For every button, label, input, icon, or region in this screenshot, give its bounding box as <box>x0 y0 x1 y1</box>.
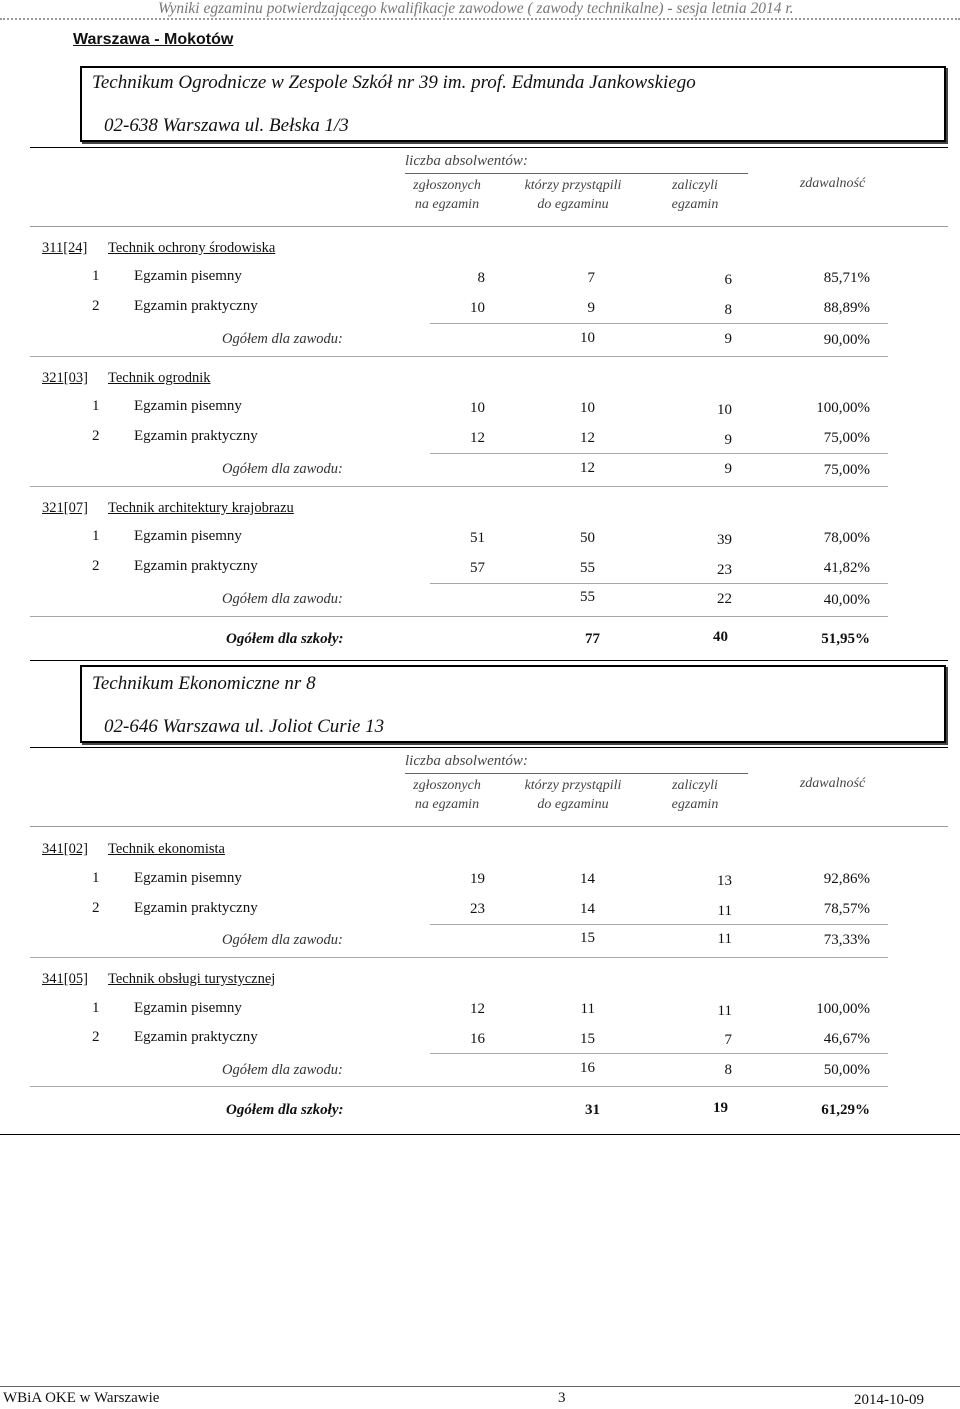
row-rule <box>430 583 888 584</box>
exam-no: 1 <box>92 870 100 886</box>
registered-value: 12 <box>470 1001 485 1017</box>
total-attended: 16 <box>580 1060 595 1076</box>
registered-value: 10 <box>470 300 485 316</box>
registered-value: 23 <box>470 901 485 917</box>
exam-name: Egzamin praktyczny <box>134 428 258 444</box>
footer-rule <box>0 1386 960 1387</box>
exam-name: Egzamin praktyczny <box>134 900 258 916</box>
occupation-name: Technik ogrodnik <box>108 370 211 386</box>
exam-no: 1 <box>92 1000 100 1016</box>
school-total-label: Ogółem dla szkoły: <box>226 631 344 647</box>
exam-no: 1 <box>92 268 100 284</box>
col-registered: zgłoszonych na egzamin <box>413 178 481 212</box>
row-rule <box>430 924 888 925</box>
occupation-total-label: Ogółem dla zawodu: <box>222 1062 343 1078</box>
school-address: 02-638 Warszawa ul. Bełska 1/3 <box>104 115 349 136</box>
occupation-code: 311[24] <box>42 240 88 256</box>
exam-no: 2 <box>92 428 100 444</box>
row-rule <box>430 323 888 324</box>
school-total-pass-rate: 61,29% <box>821 1102 870 1118</box>
occupation-code: 341[02] <box>42 841 88 857</box>
col-attended: którzy przystąpili do egzaminu <box>524 178 622 212</box>
registered-value: 16 <box>470 1031 485 1047</box>
row-rule <box>430 1053 888 1054</box>
school-address: 02-646 Warszawa ul. Joliot Curie 13 <box>104 716 385 737</box>
col-attended: którzy przystąpili do egzaminu <box>524 778 622 812</box>
pass-rate-value: 78,00% <box>823 530 870 546</box>
occupation-name: Technik architektury krajobrazu <box>108 500 294 516</box>
col-registered: zgłoszonych na egzamin <box>413 778 481 812</box>
total-passed: 22 <box>717 591 732 607</box>
pass-rate-value: 92,86% <box>823 871 870 887</box>
attended-value: 50 <box>580 530 595 546</box>
passed-value: 8 <box>724 302 732 318</box>
total-attended: 10 <box>580 330 595 346</box>
total-attended: 55 <box>580 589 595 605</box>
col-pass-rate: zdawalność <box>799 776 866 791</box>
exam-no: 1 <box>92 398 100 414</box>
passed-value: 11 <box>717 1003 732 1019</box>
exam-name: Egzamin pisemny <box>134 1000 242 1016</box>
school-name: Technikum Ekonomiczne nr 8 <box>92 673 316 694</box>
pass-rate-value: 75,00% <box>823 430 870 446</box>
passed-value: 6 <box>724 272 732 288</box>
row-rule <box>430 453 888 454</box>
total-passed: 9 <box>724 461 732 477</box>
graduates-group-label: liczba absolwentów: <box>405 753 528 769</box>
passed-value: 23 <box>717 562 732 578</box>
registered-value: 12 <box>470 430 485 446</box>
attended-value: 15 <box>580 1031 595 1047</box>
occupation-rule <box>30 486 888 487</box>
occupation-total-label: Ogółem dla zawodu: <box>222 932 343 948</box>
exam-name: Egzamin pisemny <box>134 870 242 886</box>
school-total-attended: 77 <box>585 631 600 647</box>
header-underline <box>405 773 748 774</box>
exam-name: Egzamin pisemny <box>134 528 242 544</box>
district-name: Warszawa - Mokotów <box>73 31 234 48</box>
attended-value: 55 <box>580 560 595 576</box>
occupation-rule <box>30 1086 888 1087</box>
pass-rate-value: 100,00% <box>816 1001 870 1017</box>
attended-value: 7 <box>587 270 595 286</box>
page-number: 3 <box>558 1390 566 1406</box>
school-total-attended: 31 <box>585 1102 600 1118</box>
registered-value: 51 <box>470 530 485 546</box>
col-passed: zaliczyli egzamin <box>671 178 719 212</box>
attended-value: 9 <box>587 300 595 316</box>
total-pass-rate: 90,00% <box>823 332 870 348</box>
school-total-label: Ogółem dla szkoły: <box>226 1102 344 1118</box>
occupation-code: 321[07] <box>42 500 88 516</box>
registered-value: 19 <box>470 871 485 887</box>
occupation-code: 341[05] <box>42 971 88 987</box>
passed-value: 7 <box>724 1032 732 1048</box>
school-total-passed: 19 <box>713 1100 728 1116</box>
pass-rate-value: 41,82% <box>823 560 870 576</box>
school-end-rule <box>0 1134 960 1135</box>
occupation-rule <box>30 957 888 958</box>
school-total-passed: 40 <box>713 629 728 645</box>
passed-value: 10 <box>717 402 732 418</box>
pass-rate-value: 78,57% <box>823 901 870 917</box>
attended-value: 10 <box>580 400 595 416</box>
school-end-rule <box>30 660 948 661</box>
passed-value: 39 <box>717 532 732 548</box>
pass-rate-value: 85,71% <box>823 270 870 286</box>
header-rule <box>0 18 960 20</box>
footer-org: WBiA OKE w Warszawie <box>3 1390 160 1406</box>
total-pass-rate: 73,33% <box>823 932 870 948</box>
graduates-group-label: liczba absolwentów: <box>405 153 528 169</box>
school-name: Technikum Ogrodnicze w Zespole Szkół nr 39 im. prof. Edmunda Jankowskiego <box>92 72 696 93</box>
occupation-name: Technik obsługi turystycznej <box>108 971 276 987</box>
occupation-total-label: Ogółem dla zawodu: <box>222 461 343 477</box>
total-pass-rate: 40,00% <box>823 592 870 608</box>
occupation-name: Technik ochrony środowiska <box>108 240 276 256</box>
exam-no: 2 <box>92 558 100 574</box>
total-passed: 11 <box>717 931 732 947</box>
occupation-rule <box>30 356 888 357</box>
section-rule <box>30 747 948 748</box>
header-bottom-rule <box>30 226 948 227</box>
exam-no: 1 <box>92 528 100 544</box>
exam-no: 2 <box>92 298 100 314</box>
attended-value: 14 <box>580 871 595 887</box>
registered-value: 10 <box>470 400 485 416</box>
col-passed: zaliczyli egzamin <box>671 778 719 812</box>
attended-value: 12 <box>580 430 595 446</box>
registered-value: 57 <box>470 560 485 576</box>
passed-value: 11 <box>717 903 732 919</box>
school-total-pass-rate: 51,95% <box>821 631 870 647</box>
footer-date: 2014-10-09 <box>854 1392 924 1408</box>
occupation-code: 321[03] <box>42 370 88 386</box>
header-underline <box>405 173 748 174</box>
exam-name: Egzamin pisemny <box>134 268 242 284</box>
passed-value: 13 <box>717 873 732 889</box>
occupation-total-label: Ogółem dla zawodu: <box>222 591 343 607</box>
occupation-rule <box>30 616 888 617</box>
exam-name: Egzamin praktyczny <box>134 558 258 574</box>
total-pass-rate: 75,00% <box>823 462 870 478</box>
exam-no: 2 <box>92 900 100 916</box>
passed-value: 9 <box>724 432 732 448</box>
exam-no: 2 <box>92 1029 100 1045</box>
report-title: Wyniki egzaminu potwierdzającego kwalifikacje zawodowe ( zawody technikalne) - sesja letnia 2014 r. <box>158 0 794 17</box>
attended-value: 11 <box>580 1001 595 1017</box>
pass-rate-value: 88,89% <box>823 300 870 316</box>
total-passed: 8 <box>724 1062 732 1078</box>
attended-value: 14 <box>580 901 595 917</box>
header-bottom-rule <box>30 826 948 827</box>
exam-name: Egzamin pisemny <box>134 398 242 414</box>
occupation-name: Technik ekonomista <box>108 841 225 857</box>
total-pass-rate: 50,00% <box>823 1062 870 1078</box>
section-rule <box>30 147 948 148</box>
registered-value: 8 <box>477 270 485 286</box>
pass-rate-value: 46,67% <box>823 1031 870 1047</box>
col-pass-rate: zdawalność <box>799 176 866 191</box>
occupation-total-label: Ogółem dla zawodu: <box>222 331 343 347</box>
total-attended: 15 <box>580 930 595 946</box>
total-passed: 9 <box>724 331 732 347</box>
exam-name: Egzamin praktyczny <box>134 298 258 314</box>
exam-name: Egzamin praktyczny <box>134 1029 258 1045</box>
pass-rate-value: 100,00% <box>816 400 870 416</box>
total-attended: 12 <box>580 460 595 476</box>
